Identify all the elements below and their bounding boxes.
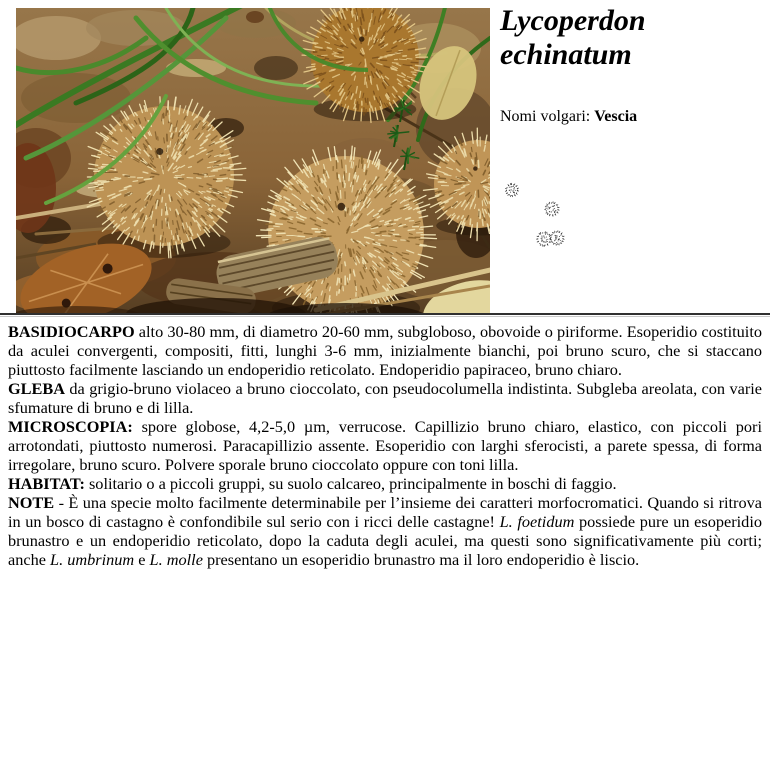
description-paragraph bbox=[8, 493, 762, 569]
description bbox=[8, 322, 762, 569]
spore-drawing bbox=[500, 178, 590, 258]
text-segment: NOTE bbox=[8, 493, 55, 512]
text-segment: da grigio-bruno violaceo a bruno cioccolato, con pseudocolumella indistinta. Subgleba areolata, con varie sfumature di bruno e di lilla. bbox=[8, 379, 762, 417]
spore bbox=[544, 201, 559, 216]
description-paragraph bbox=[8, 322, 762, 379]
description-paragraph bbox=[8, 474, 762, 493]
description-paragraph bbox=[8, 417, 762, 474]
description-paragraph bbox=[8, 379, 762, 417]
text-segment: GLEBA bbox=[8, 379, 66, 398]
text-segment: presentano un esoperidio brunastro ma il loro endoperidio è liscio. bbox=[202, 550, 640, 569]
common-names bbox=[500, 108, 637, 126]
text-segment: L. umbrinum bbox=[50, 550, 135, 569]
text-segment: alto 30-80 mm, di diametro 20-60 mm, subgloboso, obovoide o piriforme. Esoperidio costituito da aculei convergenti, compositi, fitti, lunghi 3-6 mm, inizialmente bianchi, poi bruno scuro, che si staccano piuttosto facilmente lasciando un endoperidio reticolato. Endoperidio papiraceo, bruno chiaro. bbox=[8, 322, 762, 379]
spore bbox=[505, 183, 519, 197]
text-segment: - È una specie molto facilmente determinabile per l’insieme dei caratteri morfocromatici. Quando si ritrova in un bosco di castagno è confondibile sul serio con i ricci delle castagne! bbox=[8, 493, 762, 531]
spore bbox=[549, 230, 564, 245]
text-segment: e bbox=[134, 550, 150, 569]
text-segment: HABITAT: bbox=[8, 474, 85, 493]
text-segment: BASIDIOCARPO bbox=[8, 322, 135, 341]
species-photo bbox=[16, 8, 490, 313]
species-photo-svg bbox=[16, 8, 490, 313]
common-names-label: Nomi volgari: bbox=[500, 108, 595, 125]
species-name bbox=[500, 4, 765, 72]
text-segment: possiede pure un esoperidio brunastro e un endoperidio reticolato, dopo la caduta degli aculei, ma questi sono significativamente più corti; anche bbox=[8, 512, 762, 569]
text-segment: spore globose, 4,2-5,0 µm, verrucose. Capillizio bruno chiaro, elastico, con piccoli pori arrotondati, piuttosto numerosi. Paracapillizio assente. Esoperidio con larghi sferocisti, a parete spessa, di forma irregolare, bruno scuro. Polvere sporale bruno cioccolato oppure con toni lilla. bbox=[8, 417, 762, 474]
text-segment: solitario o a piccoli gruppi, su suolo calcareo, principalmente in boschi di faggio. bbox=[84, 474, 617, 493]
horizontal-rule bbox=[0, 313, 770, 317]
spore-drawing-svg bbox=[500, 178, 590, 258]
spore bbox=[536, 231, 552, 246]
species-name-epithet: echinatum bbox=[500, 38, 632, 71]
text-segment: L. molle bbox=[149, 550, 203, 569]
species-name-genus: Lycoperdon bbox=[500, 4, 646, 37]
text-segment: MICROSCOPIA: bbox=[8, 417, 133, 436]
text-segment: L. foetidum bbox=[499, 512, 575, 531]
common-names-value: Vescia bbox=[594, 108, 638, 125]
